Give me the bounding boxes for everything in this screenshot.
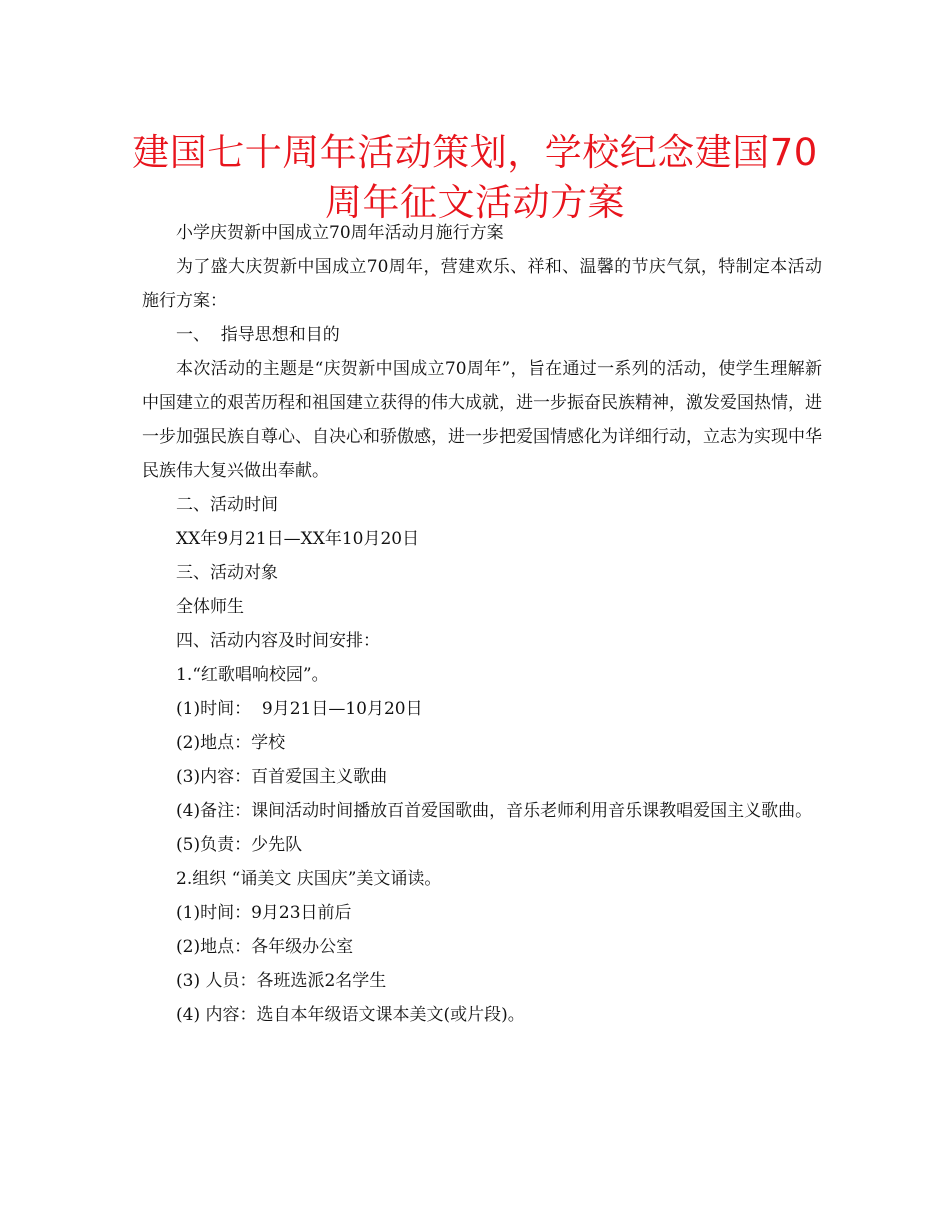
list-item: (4) 内容：选自本年级语文课本美文(或片段)。 <box>176 1005 525 1025</box>
list-item: (2)地点：各年级办公室 <box>176 937 354 957</box>
paragraph-plan-heading: 小学庆贺新中国成立70周年活动月施行方案 <box>176 223 504 243</box>
list-item: 2.组织 “诵美文 庆国庆”美文诵读。 <box>176 869 442 889</box>
list-item: (3) 人员：各班选派2名学生 <box>176 971 387 991</box>
section-heading-time: 二、活动时间 <box>176 495 278 515</box>
document-body <box>142 216 822 1032</box>
list-item: (3)内容：百首爱国主义歌曲 <box>176 767 388 787</box>
title-line-1: 建国七十周年活动策划，学校纪念建国70 <box>132 131 818 174</box>
list-item: (2)地点：学校 <box>176 733 286 753</box>
list-item: (1)时间：9月23日前后 <box>176 903 352 923</box>
list-item: (4)备注：课间活动时间播放百首爱国歌曲，音乐老师利用音乐课教唱爱国主义歌曲。 <box>176 801 813 821</box>
list-item: 1.“红歌唱响校园”。 <box>176 665 329 685</box>
paragraph-intro: 为了盛大庆贺新中国成立70周年，营建欢乐、祥和、温馨的节庆气氛，特制定本活动施行方案： <box>142 257 822 311</box>
section-heading-content: 四、活动内容及时间安排： <box>176 631 380 651</box>
section-heading-guiding: 一、 指导思想和目的 <box>176 325 340 345</box>
paragraph-target: 全体师生 <box>176 597 244 617</box>
section-heading-target: 三、活动对象 <box>176 563 278 583</box>
list-item: (5)负责：少先队 <box>176 835 303 855</box>
title-line-2: 周年征文活动方案 <box>325 181 625 224</box>
document-title <box>100 128 850 228</box>
list-item: (1)时间： 9月21日—10月20日 <box>176 699 423 719</box>
paragraph-theme: 本次活动的主题是“庆贺新中国成立70周年”，旨在通过一系列的活动，使学生理解新中国建立的艰苦历程和祖国建立获得的伟大成就，进一步振奋民族精神，激发爱国热情，进一步加强民族自尊心、自决心和骄傲感，进一步把爱国情感化为详细行动，立志为实现中华民族伟大复兴做出奉献。 <box>142 359 822 481</box>
paragraph-time-range: XX年9月21日—XX年10月20日 <box>176 529 420 549</box>
